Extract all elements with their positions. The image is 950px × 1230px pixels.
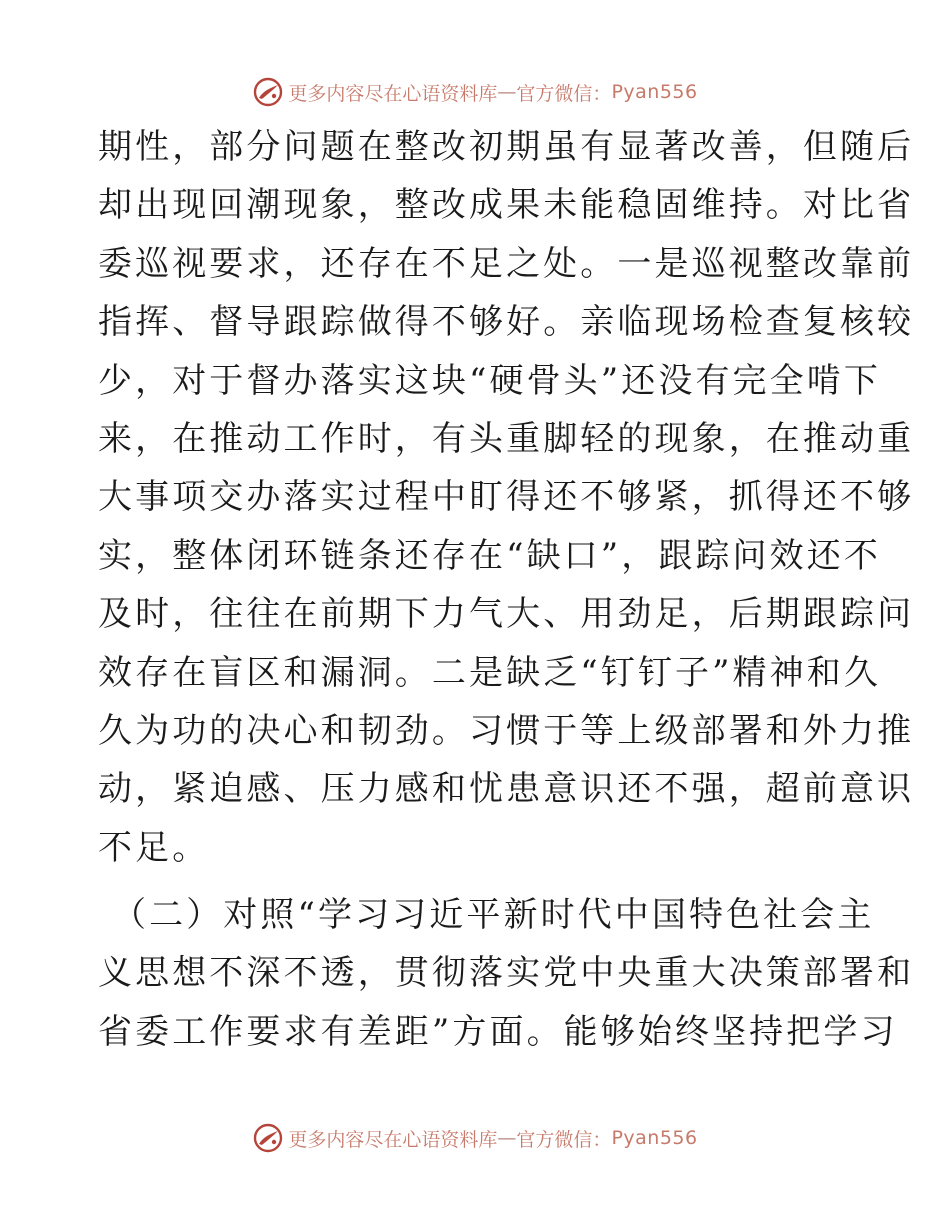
watermark-wechat-id: Pyan556 [611,81,698,103]
text-line: 委巡视要求，还存在不足之处。一是巡视整改靠前 [98,243,915,284]
watermark-separator: — [497,1127,517,1149]
watermark-separator: — [497,81,517,103]
watermark-header [0,72,950,112]
text-line: 效存在盲区和漏洞。二是缺乏“钉钉子”精神和久 [98,652,881,693]
paragraph-gap [98,877,858,886]
text-line: 大事项交办落实过程中盯得还不够紧，抓得还不够 [98,477,915,518]
watermark-title: 更多内容尽在心语资料库 [288,82,498,105]
ink-brush-logo-icon [252,1122,284,1154]
text-line: 期性，部分问题在整改初期虽有显著改善，但随后 [98,127,915,167]
text-line: 实，整体闭环链条还存在“缺口”，跟踪问效还不 [98,535,881,576]
text-line: 久为功的决心和韧劲。习惯于等上级部署和外力推 [98,710,915,751]
text-line: 来，在推动工作时，有头重脚轻的现象，在推动重 [98,418,915,459]
document-body [98,118,915,1061]
watermark-wechat-id: Pyan556 [611,1127,698,1149]
ink-brush-logo-icon [252,76,284,108]
text-line: 却出现回潮现象，整改成果未能稳固维持。对比省 [98,185,915,226]
watermark-label: 官方微信： [516,1128,612,1151]
paragraph-2 [98,886,915,1061]
watermark-footer [0,1118,950,1158]
text-line: 及时，往往在前期下力气大、用劲足，后期跟踪问 [98,594,915,635]
paragraph-1 [98,118,915,877]
text-line: 省委工作要求有差距”方面。能够始终坚持把学习 [98,1011,898,1052]
text-line: 不足。 [98,827,210,868]
text-line: 指挥、督导跟踪做得不够好。亲临现场检查复核较 [98,302,915,343]
text-line: （二）对照“学习习近平新时代中国特色社会主 [112,895,875,936]
text-line: 少，对于督办落实这块“硬骨头”还没有完全啃下 [98,360,881,401]
watermark-title: 更多内容尽在心语资料库 [288,1128,498,1151]
watermark-label: 官方微信： [516,82,612,105]
text-line: 动，紧迫感、压力感和忧患意识还不强，超前意识 [98,769,915,810]
text-line: 义思想不深不透，贯彻落实党中央重大决策部署和 [98,953,915,994]
